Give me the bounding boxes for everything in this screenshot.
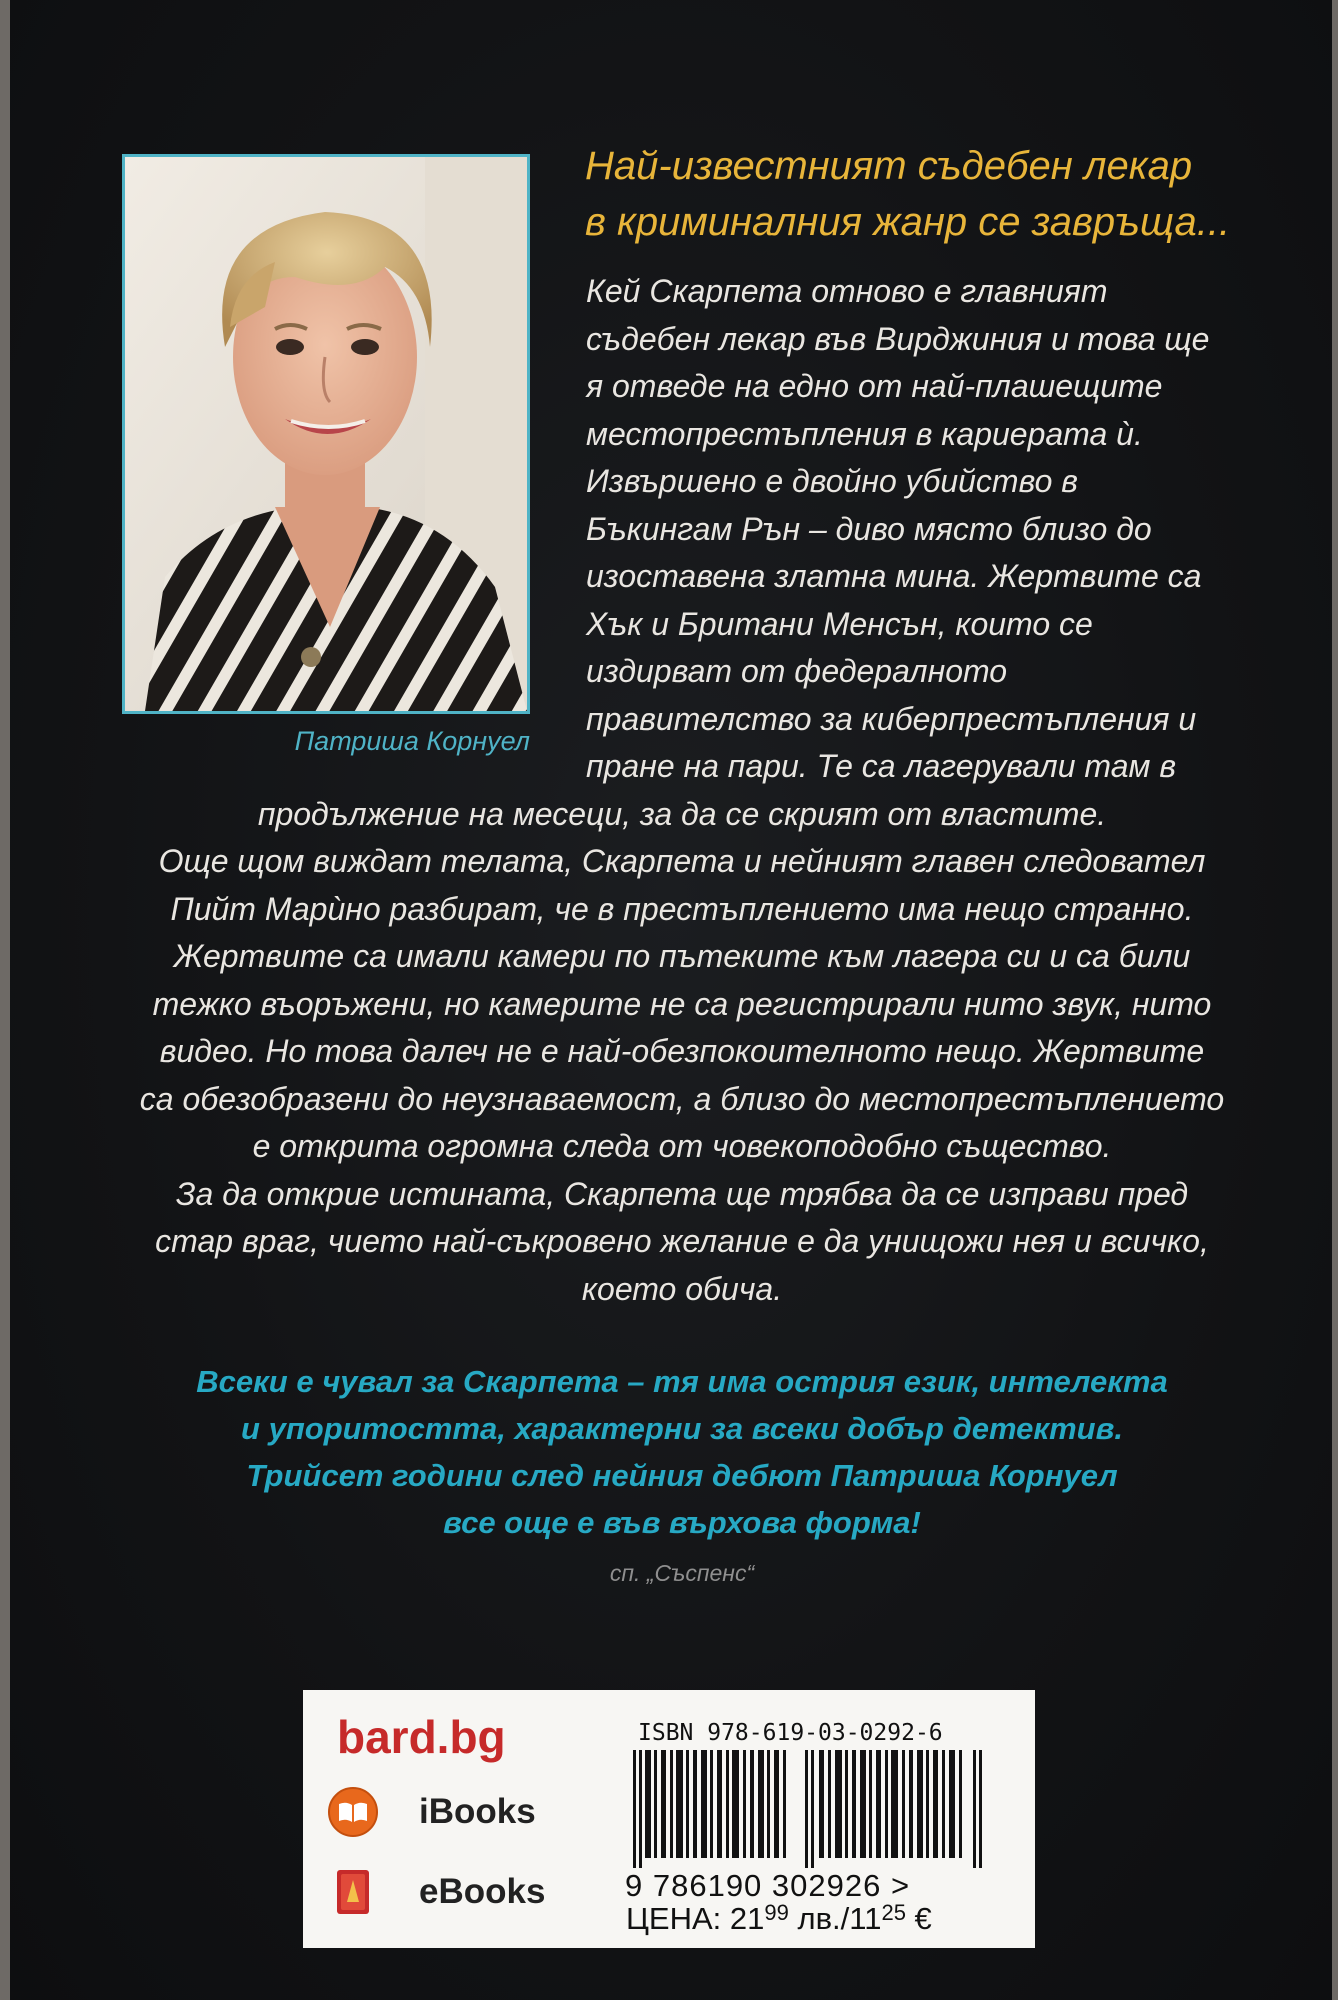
publisher-brand: bard.bg bbox=[337, 1711, 506, 1763]
headline-line: в криминалния жанр се завръща... bbox=[585, 200, 1231, 244]
description-line: което обича. bbox=[581, 1270, 783, 1307]
description-line: пране на пари. Те са лагерували там в bbox=[586, 748, 1177, 784]
description-line: издирват от федералното bbox=[586, 653, 1008, 689]
store-ibooks bbox=[327, 1786, 536, 1838]
description-line: я отведе на едно от най-плашещите bbox=[586, 368, 1163, 404]
price-prefix: ЦЕНА: 21 bbox=[626, 1901, 765, 1936]
description-line: Пийт Марѝно разбират, че в престъплението има нещо странно. bbox=[170, 890, 1194, 927]
description-line: За да открие истината, Скарпета ще трябва да се изправи пред bbox=[175, 1175, 1189, 1212]
price-eur-cents: 25 bbox=[881, 1900, 906, 1925]
description-line: е открита огромна следа от човекоподобно същество. bbox=[252, 1128, 1112, 1164]
price bbox=[626, 1900, 932, 1937]
description-line: са обезобразени до неузнаваемост, а близо до местопрестъплението bbox=[139, 1080, 1225, 1117]
description-line: продължение на месеци, за да се скрият от властите. bbox=[257, 795, 1107, 832]
review-quote bbox=[122, 1358, 1242, 1546]
book-back-cover bbox=[10, 0, 1332, 2000]
ibooks-label: iBooks bbox=[419, 1792, 536, 1831]
ibooks-icon bbox=[327, 1786, 379, 1838]
quote-line: и упоритостта, характерни за всеки добър детектив. bbox=[241, 1411, 1123, 1446]
price-lev-cents: 99 bbox=[764, 1900, 789, 1925]
store-ebooks bbox=[327, 1866, 545, 1918]
ebooks-icon bbox=[327, 1866, 379, 1918]
description-line: правителство за киберпрестъпления и bbox=[586, 700, 1197, 737]
quote-line: все още е във върхова форма! bbox=[443, 1505, 921, 1540]
description-line: Хък и Британи Менсън, които се bbox=[586, 605, 1093, 642]
description-line: видео. Но това далеч не е най-обезпокоителното нещо. Жертвите bbox=[159, 1033, 1205, 1069]
quote-line: Всеки е чувал за Скарпета – тя има острия език, интелекта bbox=[196, 1364, 1168, 1399]
isbn-text: ISBN 978-619-03-0292-6 bbox=[638, 1720, 943, 1746]
description-line: тежко въоръжени, но камерите не са регистрирали нито звук, нито bbox=[152, 985, 1212, 1022]
price-lev-unit: лв./11 bbox=[788, 1901, 882, 1936]
description-line: Извършено е двойно убийство в bbox=[586, 463, 1078, 499]
publisher-panel bbox=[303, 1690, 1035, 1948]
barcode-digits: 9 786190 302926 > bbox=[625, 1868, 911, 1903]
description-line: стар враг, чието най-съкровено желание е да унищожи нея и всичко, bbox=[155, 1223, 1209, 1259]
description-line: Кей Скарпета отново е главният bbox=[586, 273, 1108, 309]
description-line: изоставена златна мина. Жертвите са bbox=[586, 558, 1202, 594]
price-eur-unit: € bbox=[905, 1901, 932, 1936]
quote-source: сп. „Съспенс“ bbox=[609, 1560, 755, 1586]
description-line: съдебен лекар във Вирджиния и това ще bbox=[586, 320, 1210, 357]
description-line: Още щом виждат телата, Скарпета и нейният главен следовател bbox=[158, 843, 1206, 879]
description-line: местопрестъпления в кариерата ѝ. bbox=[586, 415, 1143, 452]
book-description bbox=[122, 268, 1242, 1313]
description-line: Жертвите са имали камери по пътеките към лагера си и са били bbox=[173, 938, 1191, 974]
headline-line: Най-известният съдебен лекар bbox=[585, 144, 1193, 188]
barcode-image bbox=[633, 1750, 993, 1868]
author-photo-caption: Патриша Корнуел bbox=[294, 726, 530, 756]
quote-line: Трийсет години след нейния дебют Патриша Корнуел bbox=[246, 1458, 1118, 1493]
description-line: Бъкингам Рън – диво място близо до bbox=[586, 510, 1152, 547]
ebooks-label: eBooks bbox=[419, 1872, 546, 1911]
headline bbox=[585, 138, 1285, 250]
